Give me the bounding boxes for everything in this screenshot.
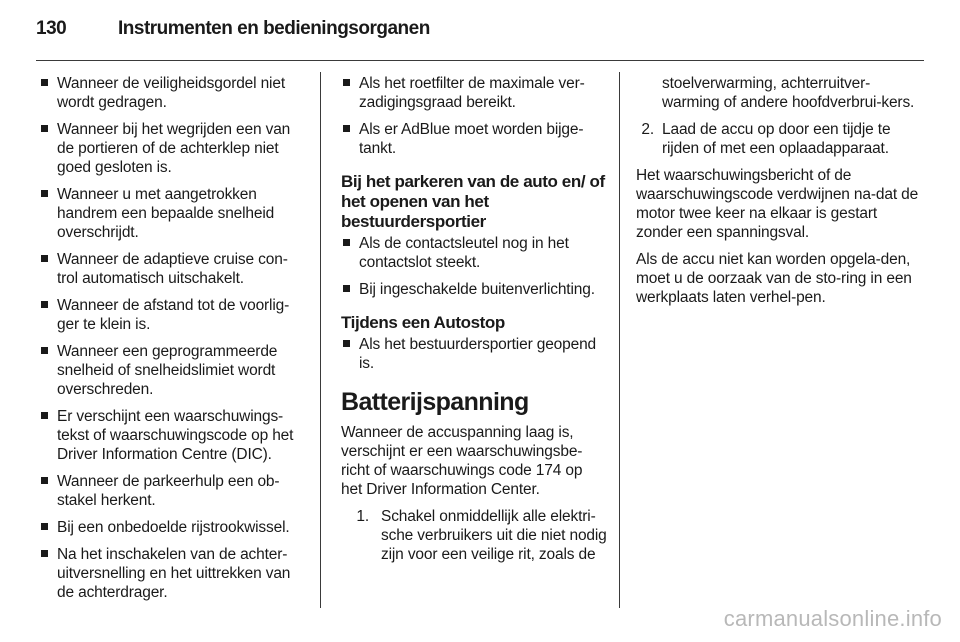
column-divider-1 <box>320 72 321 608</box>
list-item: Wanneer een geprogrammeerde snelheid of snelheidslimiet wordt overschreden. <box>39 342 307 399</box>
list-item: Wanneer de parkeerhulp een ob-stakel herkent. <box>39 472 307 510</box>
column-2 <box>341 74 607 572</box>
subheading-parking: Bij het parkeren van de auto en/ of het openen van het bestuurdersportier <box>341 172 605 231</box>
header-rule <box>36 60 924 61</box>
page-number: 130 <box>36 18 67 39</box>
bullet-list <box>341 335 607 373</box>
list-item <box>636 120 926 158</box>
list-item: Wanneer de adaptieve cruise con-trol automatisch uitschakelt. <box>39 250 307 288</box>
paragraph: Het waarschuwingsbericht of de waarschuwingscode verdwijnen na-dat de motor twee keer na elkaar is gestart zonder een spanningsval. <box>636 167 919 241</box>
list-item: Na het inschakelen van de achter-uitversnelling en het uittrekken van de achterdrager. <box>39 545 307 602</box>
paragraph: Wanneer de accuspanning laag is, verschijnt er een waarschuwingsbe-richt of waarschuwings code 174 op het Driver Information Center. <box>341 424 583 498</box>
column-1 <box>39 74 307 610</box>
list-item: Er verschijnt een waarschuwings-tekst of waarschuwingscode op het Driver Information Centre (DIC). <box>39 407 307 464</box>
list-item: Bij ingeschakelde buitenverlichting. <box>341 280 607 299</box>
step-number: 1. <box>356 508 369 525</box>
paragraph: Als de accu niet kan worden opgela-den, moet u de oorzaak van de sto-ring in een werkplaats laten verhel-pen. <box>636 251 912 306</box>
list-item <box>341 507 607 564</box>
list-item: Als er AdBlue moet worden bijge-tankt. <box>341 120 607 158</box>
column-divider-2 <box>619 72 620 608</box>
list-item: Bij een onbedoelde rijstrookwissel. <box>39 518 307 537</box>
bullet-list <box>39 74 307 602</box>
page-header <box>36 14 924 48</box>
list-item: Wanneer de veiligheidsgordel niet wordt gedragen. <box>39 74 307 112</box>
step-continuation: stoelverwarming, achterruitver-warming of andere hoofdverbrui-kers. <box>662 75 915 111</box>
list-item: Als de contactsleutel nog in het contactslot steekt. <box>341 234 607 272</box>
bullet-list <box>341 74 607 158</box>
section-heading: Batterijspanning <box>341 388 529 416</box>
list-item: Als het roetfilter de maximale ver-zadigingsgraad bereikt. <box>341 74 607 112</box>
subheading-autostop: Tijdens een Autostop <box>341 313 505 332</box>
list-item: Wanneer de afstand tot de voorlig-ger te klein is. <box>39 296 307 334</box>
step-number: 2. <box>641 121 654 138</box>
page-title: Instrumenten en bedieningsorganen <box>118 18 430 39</box>
numbered-list <box>636 120 926 158</box>
list-item: Als het bestuurdersportier geopend is. <box>341 335 607 373</box>
watermark: carmanualsonline.info <box>723 606 942 631</box>
bullet-list <box>341 234 607 299</box>
step-text: Laad de accu op door een tijdje te rijden of met een oplaadapparaat. <box>662 121 891 157</box>
list-item: Wanneer u met aangetrokken handrem een bepaalde snelheid overschrijdt. <box>39 185 307 242</box>
list-item: Wanneer bij het wegrijden een van de portieren of de achterklep niet goed gesloten is. <box>39 120 307 177</box>
step-text: Schakel onmiddellijk alle elektri-sche verbruikers uit die niet nodig zijn voor een veilige rit, zoals de <box>381 508 607 563</box>
column-3 <box>636 74 926 315</box>
numbered-list <box>341 507 607 564</box>
